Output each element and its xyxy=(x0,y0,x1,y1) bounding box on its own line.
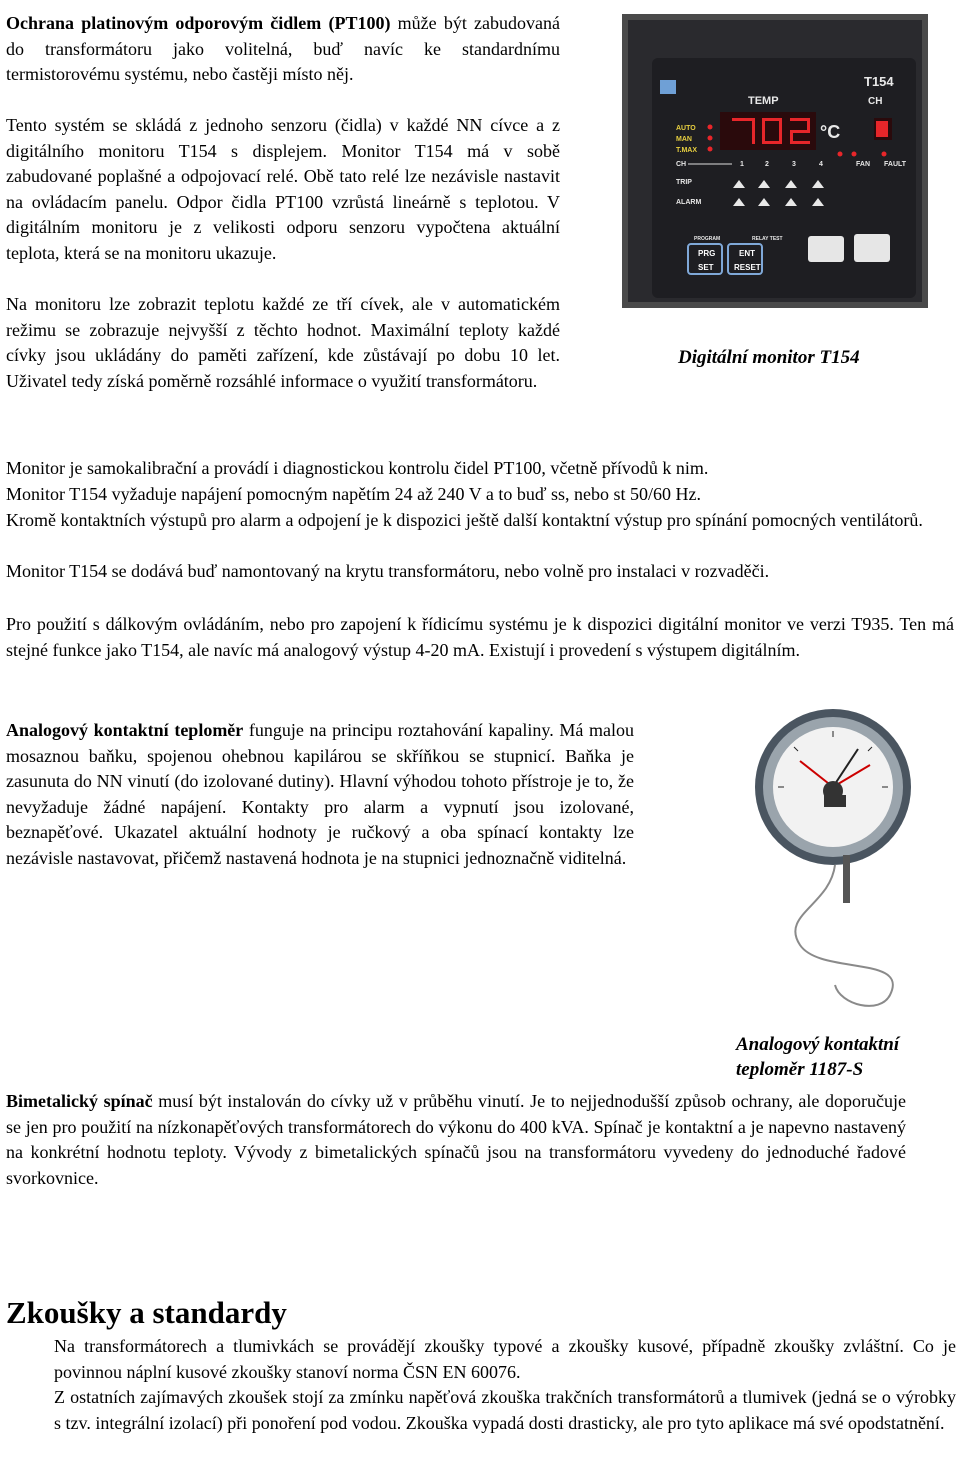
ch-label: CH xyxy=(868,96,883,107)
temp-label: TEMP xyxy=(748,95,779,107)
relay-test-label: RELAY TEST xyxy=(752,236,783,242)
pt100-intro-bold: Ochrana platinovým odporovým čidlem (PT100) xyxy=(6,13,391,33)
n2-label: 2 xyxy=(765,161,769,168)
set-label: SET xyxy=(698,263,714,272)
tmax-label: T.MAX xyxy=(676,147,697,154)
monitor-diagnostics: Monitor je samokalibrační a provádí i diagnostickou kontrolu čidel PT100, včetně přívodů k nim. xyxy=(6,458,709,478)
analog-thermometer-image xyxy=(740,705,930,1025)
program-label: PROGRAM xyxy=(694,236,721,242)
ent-label: ENT xyxy=(739,249,755,258)
pt100-intro-rest: může být zabudovaná do transformátoru jako volitelná, buď navíc ke standardnímu termistorovému systému, nebo častěji místo něj. xyxy=(6,13,561,84)
monitor-power: Monitor T154 vyžaduje napájení pomocným napětím 24 až 240 V a to buď ss, nebo st 50/60 Hz. xyxy=(6,484,702,504)
fault-label: FAULT xyxy=(884,161,907,168)
alarm-label: ALARM xyxy=(676,199,702,206)
trip-label: TRIP xyxy=(676,179,692,186)
monitor-outputs: Kromě kontaktních výstupů pro alarm a odpojení je k dispozici ještě další kontaktní výstup pro spínání pomocných ventilátorů. xyxy=(6,510,923,530)
n4-label: 4 xyxy=(819,161,823,168)
bimetal-paragraph xyxy=(6,1089,906,1191)
analog-thermometer-rest: funguje na principu roztahování kapaliny. Má malou mosaznou baňku, spojenou ohebnou kapilárou se skříňkou se stupnicí. Baňka je zasunuta do NN vinutí (do izolované dutiny). Hlavní výhodou tohoto přístroje je to, že nevyžaduje žádné napájení. Kontakty pro alarm a vypnutí jsou izolované, beznapěťové. Ukazatel aktuální hodnoty je ručkový a oba spínací kontakty lze nezávisle nastavovat, přičemž nastavená hodnota je na stupnici jednoznačně viditelná. xyxy=(6,720,634,868)
analog-thermometer-paragraph xyxy=(6,718,634,871)
remote-control-paragraph: Pro použití s dálkovým ovládáním, nebo pro zapojení k řídicímu systému je k dispozici digitální monitor ve verzi T935. Ten má stejné funkce jako T154, ale navíc má analogový výstup 4-20 mA. Existují i provedení s výstupem digitálním. xyxy=(6,614,954,660)
auto-label: AUTO xyxy=(676,125,696,132)
prg-label: PRG xyxy=(698,249,716,258)
model-label: T154 xyxy=(864,74,894,89)
special-tests-paragraph: Z ostatních zajímavých zkoušek stojí za zmínku napěťová zkouška trakčních transformátorů a tlumivek (jedná se o výrobky s tzv. integrální izolací) při ponoření pod vodou. Zkouška vypadá dosti drasticky, ale pro tyto aplikace má své opodstatnění. xyxy=(54,1387,956,1433)
n1-label: 1 xyxy=(740,161,744,168)
ch-row-label: CH xyxy=(676,161,687,168)
man-label: MAN xyxy=(676,136,692,143)
reset-label: RESET xyxy=(734,263,761,272)
monitor-mounting: Monitor T154 se dodává buď namontovaný na krytu transformátoru, nebo volně pro instalaci v rozvaděči. xyxy=(6,561,770,581)
digital-monitor-image xyxy=(622,14,928,308)
thermometer-caption-line2: teploměr 1187-S xyxy=(736,1059,864,1080)
bimetal-rest: musí být instalován do cívky už v průběhu vinutí. Je to nejjednodušší způsob ochrany, ale doporučuje se jen pro použití na nízkonapěťových transformátorech do výkonu do 400 kVA. Spínač je kontaktní a je napevno nastavený na konkrétní hodnotu teploty. Vývody z bimetalických spínačů jsou na transformátoru vyvedeny do jednoduché řadové svorkovnice. xyxy=(6,1091,906,1188)
tests-paragraph: Na transformátorech a tlumivkách se provádějí zkoušky typové a zkoušky kusové, případně zkoušky zvláštní. Co je povinnou náplní kusové zkoušky stanoví norma ČSN EN 60076. xyxy=(54,1336,956,1382)
n3-label: 3 xyxy=(792,161,796,168)
pt100-intro xyxy=(6,11,560,88)
unit-label: °C xyxy=(820,122,841,142)
analog-thermometer-bold: Analogový kontaktní teploměr xyxy=(6,720,244,740)
thermometer-caption-line1: Analogový kontaktní xyxy=(736,1034,900,1055)
system-description: Tento systém se skládá z jednoho senzoru (čidla) v každé NN cívce a z digitálního monitoru T154 s displejem. Monitor T154 má v sobě zabudované poplašné a odpojovací relé. Obě tato relé lze nezávisle nastavit na ovládacím panelu. Odpor čidla PT100 vzrůstá lineárně s teplotou. V digitálním monitoru je z velikosti odporu senzoru vypočtena aktuální teplota, která se na monitoru ukazuje. xyxy=(6,115,560,263)
fan-label: FAN xyxy=(856,161,870,168)
section-heading: Zkoušky a standardy xyxy=(6,1295,287,1330)
monitor-display-description: Na monitoru lze zobrazit teplotu každé ze tří cívek, ale v automatickém režimu se zobrazuje nejvyšší z těchto hodnot. Maximální teploty každé cívky jsou ukládány do paměti zařízení, kde zůstávají po dobu 10 let. Uživatel tedy získá poměrně rozsáhlé informace o využití transformátoru. xyxy=(6,294,560,391)
monitor-caption: Digitální monitor T154 xyxy=(678,347,860,368)
bimetal-bold: Bimetalický spínač xyxy=(6,1091,153,1111)
